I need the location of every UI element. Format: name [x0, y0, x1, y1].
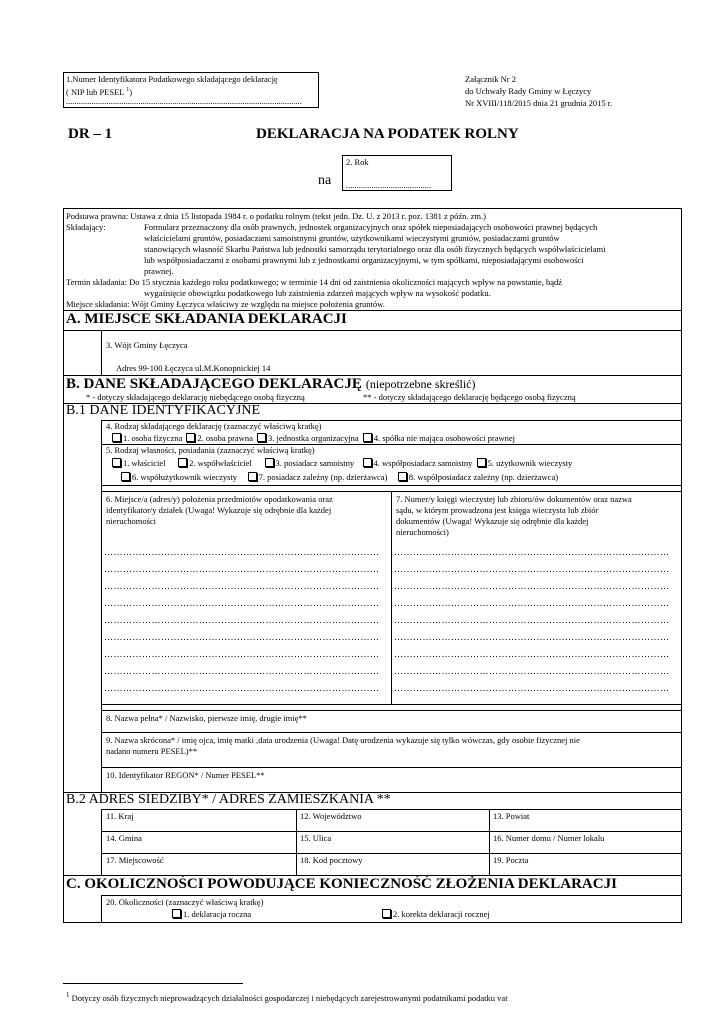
checkbox[interactable]	[382, 909, 391, 918]
legal-skladajacy-5: prawnej.	[144, 266, 174, 276]
field-12-voivodeship: 12. Województwo	[300, 811, 362, 821]
divider	[489, 809, 490, 875]
divider	[101, 420, 102, 792]
field-7-label-1: 7. Numer/y księgi wieczystej lub zbioru/ów dokumentów oraz nazwa	[396, 494, 632, 504]
divider	[391, 491, 392, 704]
field-4-options: 1. osoba fizyczna 2. osoba prawna 3. jednostka organizacyjna 4. spółka nie mająca osobowości prawnej	[110, 433, 515, 443]
year-label: 2. Rok	[346, 157, 369, 167]
checkbox[interactable]	[121, 472, 130, 481]
section-a-title: A. MIEJSCE SKŁADANIA DEKLARACJI	[66, 311, 347, 327]
checkbox[interactable]	[477, 458, 486, 467]
legal-skladajacy-3: stanowiących własność Skarbu Państwa lub jednostki samorządu terytorialnego oraz dla osób fizycznych będących współwłaścicielami	[144, 244, 606, 254]
option-annual: 1. deklaracja roczna	[170, 909, 251, 919]
field-3-office: 3. Wójt Gminy Łęczyca	[106, 340, 188, 350]
legal-skladajacy-label: Składający:	[66, 222, 106, 232]
field-7-label-2: sądu, w którym prowadzona jest księga wieczysta lub zbiór	[396, 505, 599, 515]
legal-miejsce: Miejsce składania: Wójt Gminy Łęczyca właściwy ze względu na miejsce położenia gruntów.	[66, 299, 385, 309]
checkbox[interactable]	[265, 458, 274, 467]
divider	[101, 732, 682, 733]
field-7-entry-line[interactable]: ……………………………………………………………………………	[394, 547, 670, 557]
field-15-street: 15. Ulica	[300, 833, 332, 843]
field-8-label: 8. Nazwa pełna* / Nazwisko, pierwsze imię, drugie imię**	[106, 713, 307, 723]
field-7-entry-line[interactable]: ……………………………………………………………………………	[394, 564, 670, 574]
checkbox[interactable]	[248, 472, 257, 481]
divider	[101, 485, 682, 486]
divider	[101, 895, 682, 896]
divider	[101, 809, 682, 810]
field-7-label-4: nieruchomości)	[396, 527, 449, 537]
na-label: na	[318, 173, 332, 188]
option-correction: 2. korekta deklaracji rocznej	[380, 909, 490, 919]
office-address: Adres 99-100 Łęczyca ul.M.Konopnickiej 14	[116, 363, 271, 373]
divider	[101, 710, 682, 711]
field-16-house-number: 16. Numer domu / Numer lokalu	[493, 833, 605, 843]
field-6-entry-line[interactable]: ……………………………………………………………………………	[104, 666, 380, 676]
field-6-entry-line[interactable]: ……………………………………………………………………………	[104, 615, 380, 625]
divider	[101, 704, 682, 705]
checkbox[interactable]	[112, 458, 121, 467]
divider	[101, 853, 682, 854]
field-7-label-3: dokumentów (Uwaga! Wykazuje się odrębnie dla każdej	[396, 516, 589, 526]
field-7-entry-line[interactable]: ……………………………………………………………………………	[394, 632, 670, 642]
field-9-label-2: nadano numeru PESEL)**	[106, 746, 198, 756]
field-7-entry-line[interactable]: ……………………………………………………………………………	[394, 649, 670, 659]
field-7-entry-line[interactable]: ……………………………………………………………………………	[394, 666, 670, 676]
legal-skladajacy-4: lub współposiadaczami z osobami prawnymi lub z jednostkami organizacyjnymi, w tym spółkami, nieposiadającymi osobowości	[144, 255, 584, 265]
annex-line-3: Nr XVIII/118/2015 dnia 21 grudnia 2015 r.	[465, 98, 613, 108]
section-b-note-2: ** - dotyczy składającego deklarację będącego osobą fizyczną	[363, 392, 576, 402]
divider	[63, 330, 682, 331]
field-6-entry-line[interactable]: ……………………………………………………………………………	[104, 649, 380, 659]
field-14-commune: 14. Gmina	[106, 833, 142, 843]
field-5-label: 5. Rodzaj własności, posiadania (zaznaczyć właściwą kratkę)	[106, 445, 315, 455]
divider	[101, 767, 682, 768]
divider	[101, 330, 102, 375]
field-7-entry-line[interactable]: ……………………………………………………………………………	[394, 598, 670, 608]
field-6-entry-line[interactable]: ……………………………………………………………………………	[104, 581, 380, 591]
divider	[101, 809, 102, 875]
footnote-rule	[63, 983, 243, 984]
field-17-city: 17. Miejscowość	[106, 855, 164, 865]
legal-skladajacy-1: Formularz przeznaczony dla osób prawnych, jednostek organizacyjnych oraz spółek nieposiadających osobowości prawnej będących	[144, 222, 598, 232]
footnote: $^1$ Dotyczy osób fizycznych nieprowadzących działalności gospodarczej i niebędących zarejestrowanymi podatnikami podatku vat	[66, 991, 508, 1003]
form-code: DR – 1	[68, 126, 113, 142]
annex-line-1: Załącznik Nr 2	[465, 74, 516, 84]
legal-termin-1: Termin składania: Do 15 stycznia każdego roku podatkowego; w terminie 14 dni od zaistnienia okoliczności mających wpływ na powstanie, bądź	[66, 277, 563, 287]
annex-line-2: do Uchwały Rady Gminy w Łęczycy	[465, 86, 592, 96]
field-9-label-1: 9. Nazwa skrócona* / imię ojca, imię matki ,data urodzenia (Uwaga! Datę urodzenia wykazuje się tylko wówczas, gdy osobie fizycznej nie	[106, 735, 580, 745]
nip-input[interactable]: ...............................................................................................................	[66, 96, 302, 106]
field-7-entry-line[interactable]: ……………………………………………………………………………	[394, 581, 670, 591]
checkbox[interactable]	[178, 458, 187, 467]
checkbox[interactable]	[398, 472, 407, 481]
field-18-postal-code: 18. Kod pocztowy	[300, 855, 363, 865]
field-19-post-office: 19. Poczta	[493, 855, 529, 865]
section-b-title: B. DANE SKŁADAJĄCEGO DEKLARACJĘ (niepotrzebne skreślić)	[66, 376, 476, 392]
field-6-entry-line[interactable]: ……………………………………………………………………………	[104, 564, 380, 574]
field-6-label-2: identyfikator/y działek (Uwaga! Wykazuje się odrębnie dla każdej	[106, 505, 332, 515]
checkbox[interactable]	[186, 433, 195, 442]
checkbox[interactable]	[257, 433, 266, 442]
section-b1-title: B.1 DANE IDENTYFIKACYJNE	[66, 403, 261, 418]
section-c-title: C. OKOLICZNOŚCI POWODUJĄCE KONIECZNOŚĆ ZŁOŻENIA DEKLARACJI	[66, 876, 617, 892]
field-6-label-3: nieruchomości	[106, 516, 157, 526]
year-input[interactable]: ........................................	[346, 180, 431, 190]
field-6-entry-line[interactable]: ……………………………………………………………………………	[104, 632, 380, 642]
field-6-entry-line[interactable]: ……………………………………………………………………………	[104, 598, 380, 608]
field-11-country: 11. Kraj	[106, 811, 134, 821]
field-7-entry-line[interactable]: ……………………………………………………………………………	[394, 615, 670, 625]
divider	[101, 831, 682, 832]
nip-label-2: ( NIP lub PESEL $^1$)	[66, 86, 133, 97]
field-6-entry-line[interactable]: ……………………………………………………………………………	[104, 547, 380, 557]
field-6-entry-line[interactable]: ……………………………………………………………………………	[104, 683, 380, 693]
field-20-label: 20. Okoliczności (zaznaczyć właściwą kratkę)	[106, 897, 264, 907]
section-b2-title: B.2 ADRES SIEDZIBY* / ADRES ZAMIESZKANIA **	[66, 792, 391, 807]
legal-skladajacy-2: właścicielami gruntów, posiadaczami samoistnymi gruntów, użytkownikami wieczystymi gruntów, posiadaczami gruntów	[144, 233, 560, 243]
checkbox[interactable]	[363, 433, 372, 442]
field-7-entry-line[interactable]: ……………………………………………………………………………	[394, 683, 670, 693]
page-title: DEKLARACJA NA PODATEK ROLNY	[256, 126, 519, 142]
checkbox[interactable]	[172, 909, 181, 918]
divider	[101, 895, 102, 923]
legal-podstawa: Podstawa prawna: Ustawa z dnia 15 listopada 1984 r. o podatku rolnym (tekst jedn. Dz. U. z 2013 r. poz. 1381 z późn. zm.)	[66, 211, 486, 221]
field-5-options-row1: 1. właściciel 2. współwłaściciel 3. posiadacz samoistny 4. współposiadacz samoistny 5. użytkownik wieczysty	[110, 458, 572, 468]
checkbox[interactable]	[112, 433, 121, 442]
nip-label-1: 1.Numer Identyfikatora Podatkowego składającego deklarację	[66, 74, 278, 84]
section-b-note-1: * - dotyczy składającego deklarację niebędącego osobą fizyczną	[86, 392, 305, 402]
field-4-label: 4. Rodzaj składającego deklarację (zaznaczyć właściwą kratkę)	[106, 421, 322, 431]
divider	[296, 809, 297, 875]
field-10-label: 10. Identyfikator REGON* / Numer PESEL**	[106, 770, 265, 780]
divider	[101, 491, 682, 492]
field-13-county: 13. Powiat	[493, 811, 530, 821]
checkbox[interactable]	[363, 458, 372, 467]
legal-termin-2: wygaśnięcie obowiązku podatkowego lub zaistnienia zdarzeń mających wpływ na wysokość podatku.	[144, 288, 491, 298]
field-5-options-row2: 6. współużytkownik wieczysty 7. posiadacz zależny (np. dzierżawca) 8. współposiadacz zależny (np. dzierżawca)	[119, 472, 558, 482]
field-6-label-1: 6. Miejsce/a (adres/y) położenia przedmiotów opodatkowania oraz	[106, 494, 333, 504]
